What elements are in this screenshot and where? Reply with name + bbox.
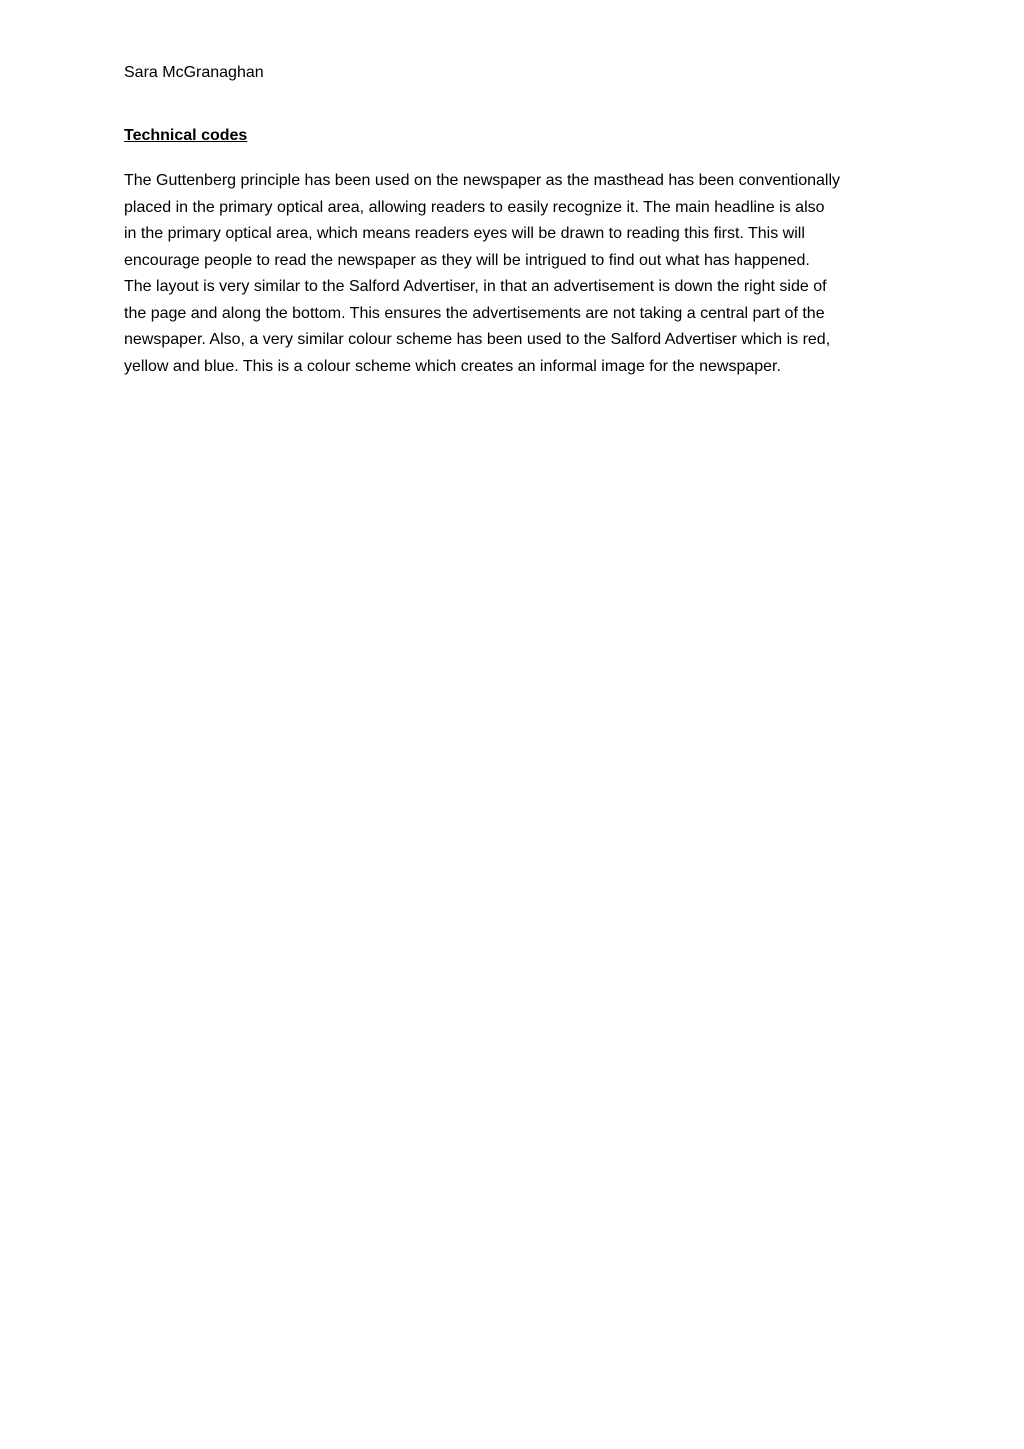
author-name: Sara McGranaghan [124,64,264,81]
paragraph-line: encourage people to read the newspaper as they will be intrigued to find out what has happened. [124,251,810,269]
section-heading: Technical codes [124,127,248,144]
paragraph-line: The Guttenberg principle has been used on the newspaper as the masthead has been conventionally [124,172,841,189]
paragraph-line: newspaper. Also, a very similar colour scheme has been used to the Salford Advertiser which is red, [124,331,831,348]
paragraph-line: The layout is very similar to the Salford Advertiser, in that an advertisement is down the right side of [124,278,827,295]
body-paragraph [124,168,914,380]
paragraph-line: the page and along the bottom. This ensures the advertisements are not taking a central part of the [124,304,825,322]
paragraph-line: placed in the primary optical area, allowing readers to easily recognize it. The main headline is also [124,198,825,216]
paragraph-line: yellow and blue. This is a colour scheme which creates an informal image for the newspaper. [124,357,781,375]
paragraph-line: in the primary optical area, which means readers eyes will be drawn to reading this first. This will [124,225,805,242]
